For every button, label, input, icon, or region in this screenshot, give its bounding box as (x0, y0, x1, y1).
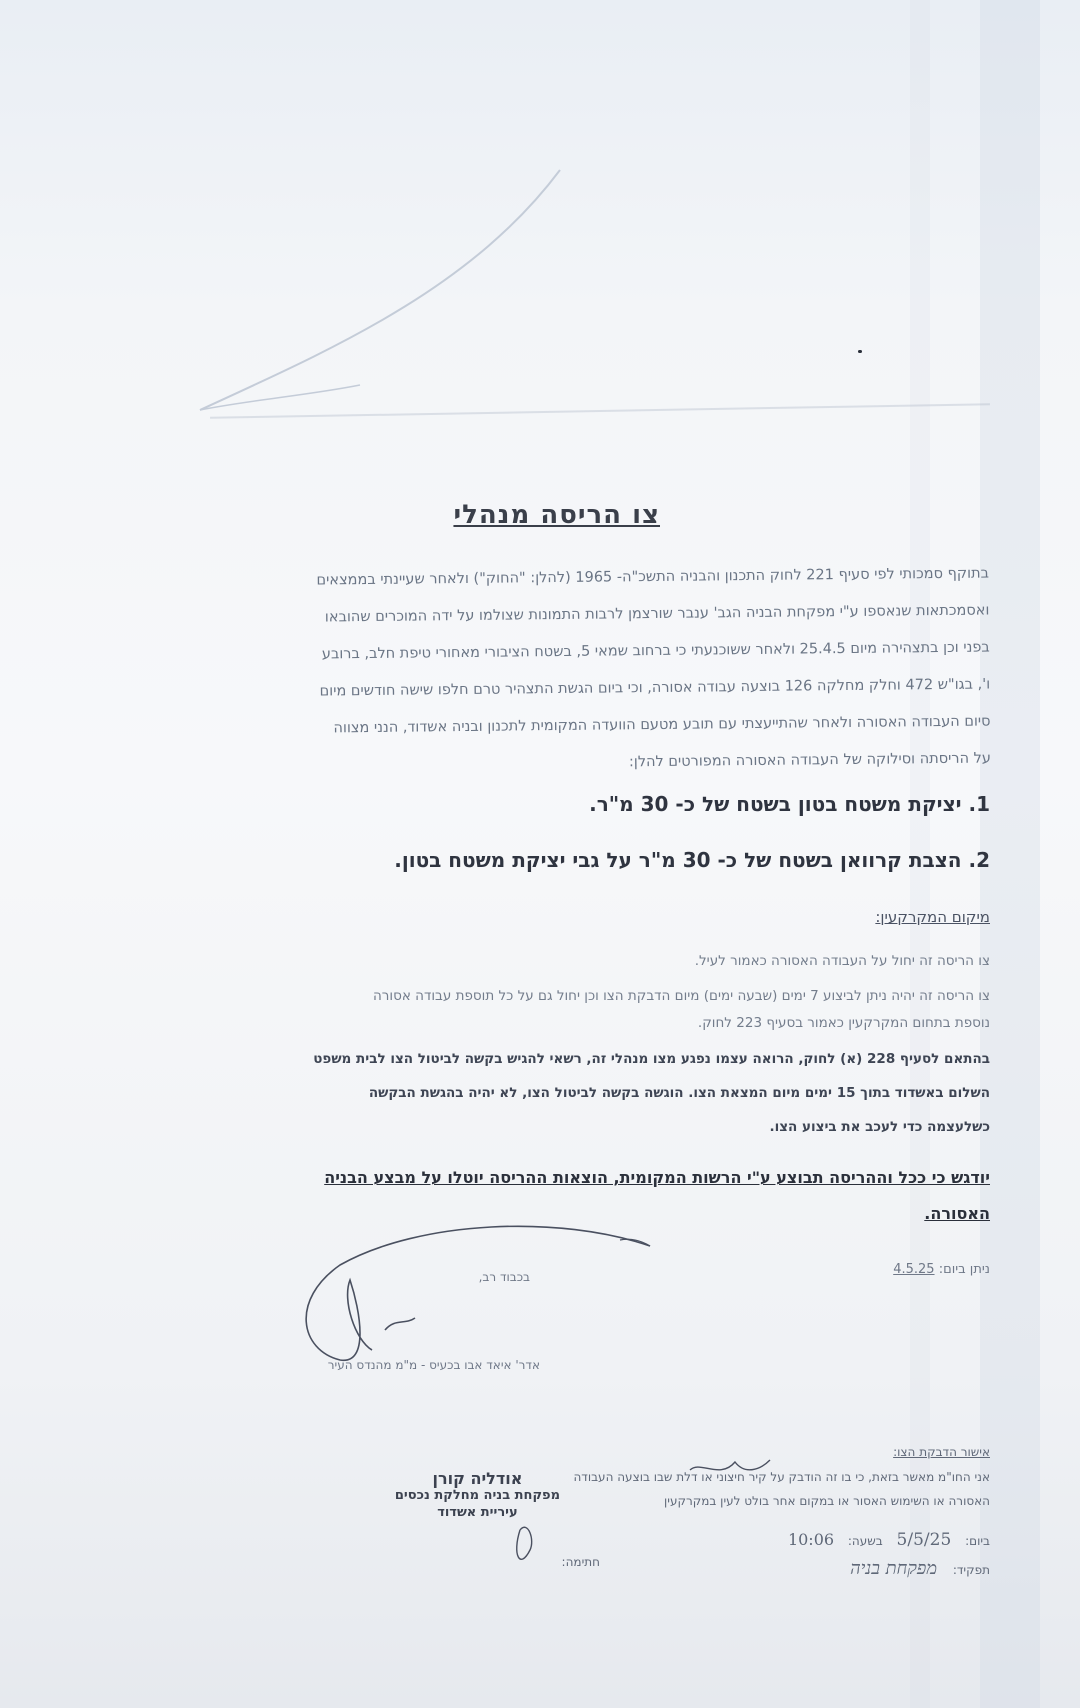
signer-greeting: בכבוד רב, (478, 1270, 530, 1284)
order-item-1: 1. יציקת משטח בטון בשטח של כ- 30 מ"ר. (589, 792, 990, 816)
document-page (130, 480, 990, 1620)
posting-time-value: 10:06 (787, 1530, 835, 1549)
clause-3 (130, 1042, 990, 1144)
clause-3-line: השלום באשדוד בתוך 15 ימים מיום המצאת הצו. הוגשה בקשה לביטול הצו, לא יהיה בהגשת הבקשה (368, 1085, 990, 1101)
order-item-2: 2. הצבת קרוואן בשטח של כ- 30 מ"ר על גבי יציקת משטח בטון. (394, 848, 990, 872)
location-heading: מיקום המקרקעין: (875, 908, 990, 926)
intro-line: ו', בגו"ש 472 וחלק מחלקה 126 בוצעה עבודה אסורה, וכי ביום הגשת התצהיר טרם חלפו שישה חודשים מיום (319, 676, 991, 700)
role-label: תפקיד: (952, 1563, 990, 1577)
emphasis-line: יודגש כי ככל וההריסה תבוצע ע"י הרשות המקומית, הוצאות ההריסה יוטלו על מבצע הבניה (324, 1168, 990, 1187)
speck (858, 350, 862, 353)
intro-paragraph (129, 556, 991, 787)
intro-line: בתוקף סמכותי לפי סעיף 221 לחוק התכנון והבניה התשכ"ה- 1965 (להלן: "החוק") ולאחר שעיינתי בממצאים (316, 565, 990, 589)
stamp-line: מפקחת בניה מחלקת נכסים (394, 1488, 560, 1503)
posting-confirmation-heading: אישור הדבקת הצו: (893, 1445, 990, 1459)
role-value: מפקחת בניה (850, 1558, 937, 1579)
signature-label: חתימה: (561, 1555, 600, 1569)
stamp-line: עיריית אשדוד (437, 1505, 518, 1520)
posting-time-label: בשעה: (847, 1534, 883, 1548)
clause-3-line: כשלעצמה כדי לעכב את ביצוע הצו. (769, 1119, 990, 1135)
official-stamp (395, 1470, 560, 1521)
emphasis-line: האסורה. (924, 1204, 990, 1223)
clause-1: צו הריסה זה יחול על העבודה האסורה כאמור לעיל. (694, 953, 990, 969)
clause-2-line-2: נוספת בתחום המקרקעין כאמור בסעיף 223 לחוק. (697, 1015, 990, 1031)
intro-line: על הריסתה וסילוקה של העבודה האסורה המפורטים להלן: (628, 750, 992, 771)
intro-line: ואסמכתאות שנאספו ע"י מפקחת הבניה הגב' ענבר שורצמן לרבות התמונות שצולמו על ידה המוכרים שהובאו (324, 602, 990, 626)
given-date-label: ניתן ביום: (938, 1262, 990, 1277)
stamp-line: אודליה קורן (432, 1469, 523, 1488)
given-date (893, 1262, 990, 1277)
posting-date-value: 5/5/25 (896, 1530, 952, 1550)
emphasis-note (130, 1160, 990, 1232)
clause-3-line: בהתאם לסעיף 228 (א) לחוק, הרואה עצמו נפגע מצו מנהלי זה, רשאי להגיש בקשה לביטול הצו לבית משפט (313, 1051, 990, 1067)
given-date-value: 4.5.25 (893, 1262, 935, 1277)
signer-name: אדר' איאד אבו בכעיס - מ"מ מהנדס העיר (327, 1358, 540, 1372)
fold-crease (0, 0, 1080, 480)
intro-line: בפני וכן בתצהירה מיום 25.4.5 ולאחר ששוכנעתי כי ברחוב שמאי 5, בשטח הציבורי מאחורי טיפת חלב, ברובע (321, 639, 990, 663)
posting-statement-line-1: אני החו"מ מאשר בזאת, כי בו זה הודבק על קיר חיצוני או דלת שבו בוצעה העבודה (573, 1470, 990, 1484)
clause-2-line-1: צו הריסה זה יהיה ניתן לביצוע 7 ימים (שבעה ימים) מיום הדבקת הצו וכן יחול גם על כל תוספת עבודה אסורה (372, 988, 990, 1004)
posting-date (778, 1530, 990, 1550)
intro-line: סיום העבודה האסורה ולאחר שהתייעצתי עם תובע מטעם הוועדה המקומית לתכנון ובניה אשדוד, הנני מצווה (333, 713, 991, 737)
document-title: צו הריסה מנהלי (453, 500, 660, 530)
posting-role (850, 1558, 990, 1579)
posting-date-label: ביום: (965, 1534, 990, 1548)
posting-statement-line-2: האסורה או השימוש האסור או במקום אחר בולט לעין במקרקעין (664, 1494, 990, 1508)
